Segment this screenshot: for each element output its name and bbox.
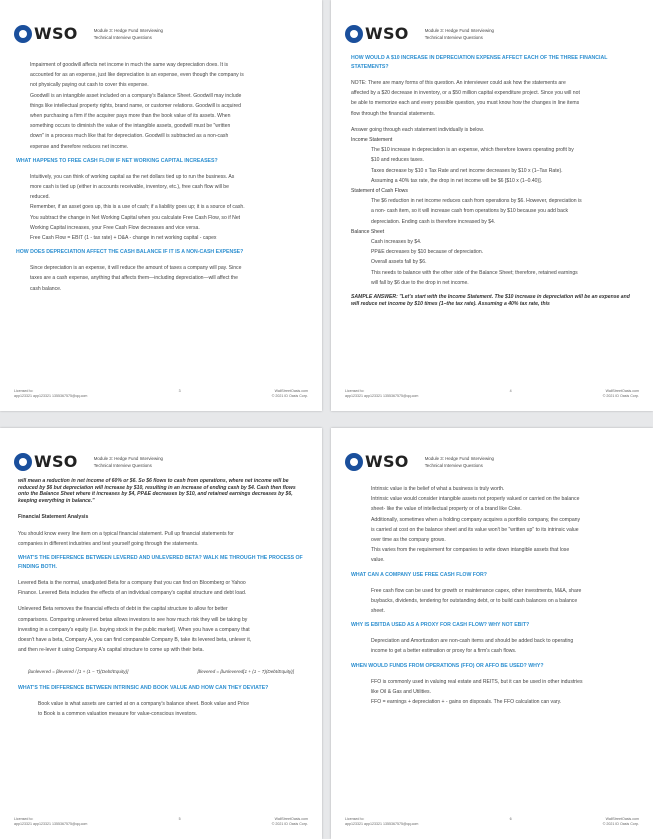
wso-logo-icon: [14, 453, 32, 471]
paragraph-line: Additionally, sometimes when a holding company acquires a portfolio company, the company: [371, 516, 581, 523]
answer-line: This needs to balance with the other side of the Balance Sheet; therefore, retained earnings: [371, 269, 578, 276]
footer-copyright: © 2021 ID Oasis Corp.: [271, 822, 308, 826]
answer-line: more cash is tied up (either in accounts receivable, inventory, etc.), free cash flow will be: [30, 184, 229, 191]
answer-line: income to get a better estimation or proxy for a firm's cash flows.: [371, 648, 517, 655]
note-line: flow through the financial statements.: [351, 110, 436, 117]
page-6: [331, 428, 653, 839]
section-line: You should know every line item on a typical financial statement. Pull up financial statements for: [18, 530, 234, 537]
paragraph-line: Goodwill is an intangible asset included on a company's Balance Sheet. Goodwill may include: [30, 92, 242, 99]
footer-site: WallStreetOasis.com: [605, 817, 639, 821]
footer-copyright: © 2021 ID Oasis Corp.: [602, 822, 639, 826]
paragraph-line: down" in a process much like that for depreciation. Goodwill is subtracted as a non-cash: [30, 133, 229, 140]
module-title: Module 3: Hedge Fund Interviewing: [93, 27, 164, 33]
question-heading: WHEN WOULD FUNDS FROM OPERATIONS (FFO) OR AFFO BE USED? WHY?: [351, 662, 544, 669]
answer-line: taxes are a cash expense, anything that affects them—including depreciation—will affect the: [30, 275, 238, 282]
page-footer: [345, 817, 639, 827]
question-heading: WHAT HAPPENS TO FREE CASH FLOW IF NET WORKING CAPITAL INCREASES?: [16, 157, 218, 164]
page-header: [14, 452, 163, 471]
answer-line: FFO is commonly used in valuing real estate and REITS, but it can be used in other industries: [371, 678, 583, 685]
section-title: Financial Statement Analysis: [18, 514, 89, 521]
page-5: [0, 428, 322, 839]
licensed-account: app123321 app123321 1355367575@qq.com: [14, 394, 88, 398]
answer-line: Overall assets fall by $6.: [371, 259, 427, 266]
answer-line: depreciation. Ending cash is therefore increased by $4.: [371, 218, 496, 225]
page-body: [16, 60, 304, 294]
licensed-label: Licensed to:: [14, 817, 34, 821]
paragraph-line: value.: [371, 557, 385, 564]
page-header: [345, 452, 494, 471]
note-line: be able to memorize each and every possible question, you must know how the changes in line items: [351, 100, 580, 107]
footer-site: WallStreetOasis.com: [274, 817, 308, 821]
page-body: [351, 54, 635, 307]
question-heading: HOW DOES DEPRECIATION AFFECT THE CASH BALANCE IF IT IS A NON-CASH EXPENSE?: [16, 249, 244, 256]
logo-text: WSO: [365, 24, 409, 43]
paragraph-line: expense and therefore reduces net income.: [30, 143, 129, 150]
answer-line: reduced.: [30, 194, 50, 201]
footer-site: WallStreetOasis.com: [605, 389, 639, 393]
answer-line: will fall by $6 due to the drop in net income.: [371, 279, 469, 286]
question-heading: WHY IS EBITDA USED AS A PROXY FOR CASH FLOW? WHY NOT EBIT?: [351, 622, 530, 629]
paragraph-line: when purchasing a firm if the acquirer pays more than the book value of its assets. When: [30, 113, 231, 120]
paragraph-line: This varies from the requirement for companies to write down intangible assets that lose: [371, 547, 570, 554]
header-meta: [425, 27, 494, 41]
answer-line: doesn't have a beta, Company A, you can find comparable Company B, take its levered beta, unlever it,: [18, 637, 252, 643]
licensed-account: app123321 app123321 1355367575@qq.com: [14, 822, 88, 826]
answer-line: Levered Beta is the normal, unadjusted Beta for a company that you can find on Bloomberg or Yahoo: [18, 579, 246, 586]
answer-line: Intuitively, you can think of working capital as the net dollars tied up to run the business. As: [30, 173, 235, 180]
page-header: [14, 24, 163, 43]
intro-line: Answer going through each statement individually is below.: [351, 126, 485, 133]
answer-line: Free cash flow can be used for growth or maintenance capex, other investments, M&A, share: [371, 587, 582, 594]
licensed-account: app123321 app123321 1355367575@qq.com: [345, 394, 419, 398]
page-number: 6: [509, 817, 512, 821]
paragraph-line: Intrinsic value would consider intangible assets not properly valued or carried on the balance: [371, 496, 580, 503]
page-header: [345, 24, 494, 43]
answer-line: Unlevered Beta removes the financial effects of debt in the capital structure to allow for better: [18, 606, 228, 613]
page-3: [0, 0, 322, 411]
answer-block: [351, 677, 635, 708]
licensed-label: Licensed to:: [345, 817, 365, 821]
header-meta: [94, 455, 163, 469]
answer-line: Taxes decrease by $10 x Tax Rate and net income decreases by $10 x (1–Tax Rate).: [371, 167, 563, 174]
balance-sheet-label: Balance Sheet: [351, 228, 385, 235]
page-number: 3: [178, 389, 181, 393]
answer-line: The $6 reduction in net income reduces cash from operations by $6. However, depreciation is: [371, 198, 582, 205]
header-meta: [94, 27, 163, 41]
formula-line: Free Cash Flow = EBIT (1 - tax rate) + D&A - change in net working capital - capex: [30, 235, 217, 242]
question-heading: WHAT'S THE DIFFERENCE BETWEEN INTRINSIC AND BOOK VALUE AND HOW CAN THEY DEVIATE?: [18, 684, 269, 691]
page-footer: [14, 389, 308, 399]
answer-line: You subtract the change in Net Working Capital when you calculate Free Cash Flow, so if Net: [30, 214, 241, 221]
answer-line: Remember, if an asset goes up, this is a use of cash; if a liability goes up; it is a source of cash.: [30, 204, 245, 211]
header-meta: [425, 455, 494, 469]
logo-text: WSO: [34, 452, 78, 471]
answer-block: [351, 586, 635, 617]
page-body: [351, 484, 635, 707]
answer-line: PP&E decreases by $10 because of depreciation.: [371, 249, 484, 256]
question-heading: HOW WOULD A $10 INCREASE IN DEPRECIATION EXPENSE AFFECT EACH OF THE THREE FINANCIAL STATEMENTS?: [351, 55, 608, 70]
licensed-account: app123321 app123321 1355367575@qq.com: [345, 822, 419, 826]
answer-line: to Book is a common valuation measure for value-conscious investors.: [38, 710, 198, 717]
page-number: 5: [178, 817, 181, 821]
footer-copyright: © 2021 ID Oasis Corp.: [271, 394, 308, 398]
licensed-label: Licensed to:: [345, 389, 365, 393]
wso-logo-icon: [345, 25, 363, 43]
paragraph-line: accounted for as an expense, just like depreciation is an expense, even though the company is: [30, 72, 244, 79]
section-line: companies in different industries and test yourself going through the statements.: [18, 540, 199, 547]
answer-line: comparisons. Comparing unlevered betas allows investors to see how much risk they will be taking by: [18, 616, 248, 623]
page-4: [331, 0, 653, 411]
answer-line: sheet.: [371, 608, 385, 615]
answer-line: Assuming a 40% tax rate, the drop in net income will be $6 [$10 x (1–0.40)].: [371, 177, 543, 184]
page-body: [18, 478, 304, 719]
income-statement-block: [351, 145, 635, 186]
answer-line: Since depreciation is an expense, it will reduce the amount of taxes a company will pay. Since: [30, 265, 242, 272]
answer-block: [351, 636, 635, 656]
paragraph-line: over time as the company grows.: [371, 537, 446, 544]
module-subtitle: Technical Interview Questions: [93, 462, 152, 468]
footer-site: WallStreetOasis.com: [274, 389, 308, 393]
logo-text: WSO: [34, 24, 78, 43]
module-subtitle: Technical Interview Questions: [93, 34, 152, 40]
answer-line: like Oil & Gas and Utilities.: [371, 688, 432, 695]
module-subtitle: Technical Interview Questions: [424, 34, 483, 40]
intrinsic-block: [351, 484, 635, 566]
sample-answer-continued: will mean a reduction in net income of 60% or $6. So $6 flows to cash from operations, where net income will be reduced by $6 but depreciation will increase by $10, resulting in an increase of ending cash by $4. Cash then flows onto the Balance Sheet where it increases by $4, PP&E decreases by $10, and retained earnings decreases by $6, keeping everything in balance.": [18, 478, 296, 504]
paragraph-line: sheet- like the value of intellectual property or of a brand like Coke.: [371, 506, 522, 513]
answer-line: Depreciation and Amortization are non-cash items and should be added back to operating: [371, 638, 574, 645]
beta-formulas: [28, 667, 294, 677]
answer-line: investing in a company's equity (i.e. buying stock in the public market). When you have a company that: [18, 626, 250, 633]
paragraph-line: things like intellectual property rights, brand name, or customer relations. Goodwill is acquired: [30, 102, 241, 109]
paragraph-line: Intrinsic value is the belief of what a business is truly worth.: [371, 486, 505, 492]
question-heading: WHAT'S THE DIFFERENCE BETWEEN LEVERED AND UNLEVERED BETA? WALK ME THROUGH THE PROCESS OF FINDING BOTH.: [18, 554, 303, 570]
cash-flow-label: Statement of Cash Flows: [351, 188, 408, 195]
balance-sheet-block: [351, 237, 635, 288]
answer-line: buybacks, dividends, tendering for outstanding debt, or to build cash balances on a balance: [371, 597, 578, 604]
answer-line: and then re-lever it using Company A's capital structure to come up with their beta.: [18, 647, 204, 654]
page-number: 4: [509, 389, 512, 393]
income-statement-label: Income Statement: [351, 137, 393, 144]
question-heading: WHAT CAN A COMPANY USE FREE CASH FLOW FOR?: [351, 571, 487, 578]
paragraph-line: not physically paying out cash to cover this expense.: [30, 82, 149, 89]
module-subtitle: Technical Interview Questions: [424, 462, 483, 468]
sample-answer: SAMPLE ANSWER: "Let's start with the Income Statement. The $10 increase in depreciation will be an expense and will reduce net income by $10 times (1–the tax rate). Assuming a 40% tax rate, this: [351, 294, 630, 307]
answer-line: a non- cash item, so it will increase cash from operations by $10 because you add back: [371, 208, 569, 215]
answer-line: FFO = earnings + depreciation + - gains on disposals. The FFO calculation can vary.: [371, 699, 562, 706]
wso-logo-icon: [345, 453, 363, 471]
footer-copyright: © 2021 ID Oasis Corp.: [602, 394, 639, 398]
answer-line: The $10 increase in depreciation is an expense, which therefore lowers operating profit by: [371, 147, 574, 154]
paragraph-line: is carried at cost on the balance sheet and its value won't be "written up" to its intrinsic value: [371, 526, 579, 533]
answer-block: [18, 699, 304, 719]
licensed-label: Licensed to:: [14, 389, 34, 393]
answer-line: Book value is what assets are carried at on a company's balance sheet. Book value and Price: [38, 700, 250, 707]
logo-text: WSO: [365, 452, 409, 471]
wso-logo-icon: [14, 25, 32, 43]
answer-line: Working Capital increases, your Free Cash Flow decreases and vice versa.: [30, 224, 200, 231]
note-line: affected by a $20 decrease in inventory, or a $50 million capital expenditure project. Since you will not: [351, 90, 580, 97]
answer-line: Finance. Levered Beta includes the effects of an individual company's capital structure and debt load.: [18, 590, 247, 597]
answer-line: cash balance.: [30, 285, 62, 292]
page-footer: [345, 389, 639, 399]
module-title: Module 3: Hedge Fund Interviewing: [424, 455, 495, 461]
answer-line: $10 and reduces taxes.: [371, 157, 424, 164]
page-footer: [14, 817, 308, 827]
note-line: NOTE: There are many forms of this question. An interviewer could ask how the statements are: [351, 80, 566, 86]
module-title: Module 3: Hedge Fund Interviewing: [424, 27, 495, 33]
paragraph-line: Impairment of goodwill affects net income in much the same way depreciation does. It is: [30, 62, 229, 68]
module-title: Module 3: Hedge Fund Interviewing: [93, 455, 164, 461]
cash-flow-block: [351, 196, 635, 227]
unlevered-beta-formula: βunlevered = βlevered / [1 + (1 − T)(Debt/Equity)]: [28, 669, 129, 675]
levered-beta-formula: βlevered = βunlevered[1 + (1 − T)(Debt/Equity)]: [197, 669, 294, 675]
paragraph-line: something occurs to diminish the value of the intangible assets, goodwill must be "written: [30, 123, 231, 130]
answer-line: Cash increases by $4.: [371, 239, 422, 246]
